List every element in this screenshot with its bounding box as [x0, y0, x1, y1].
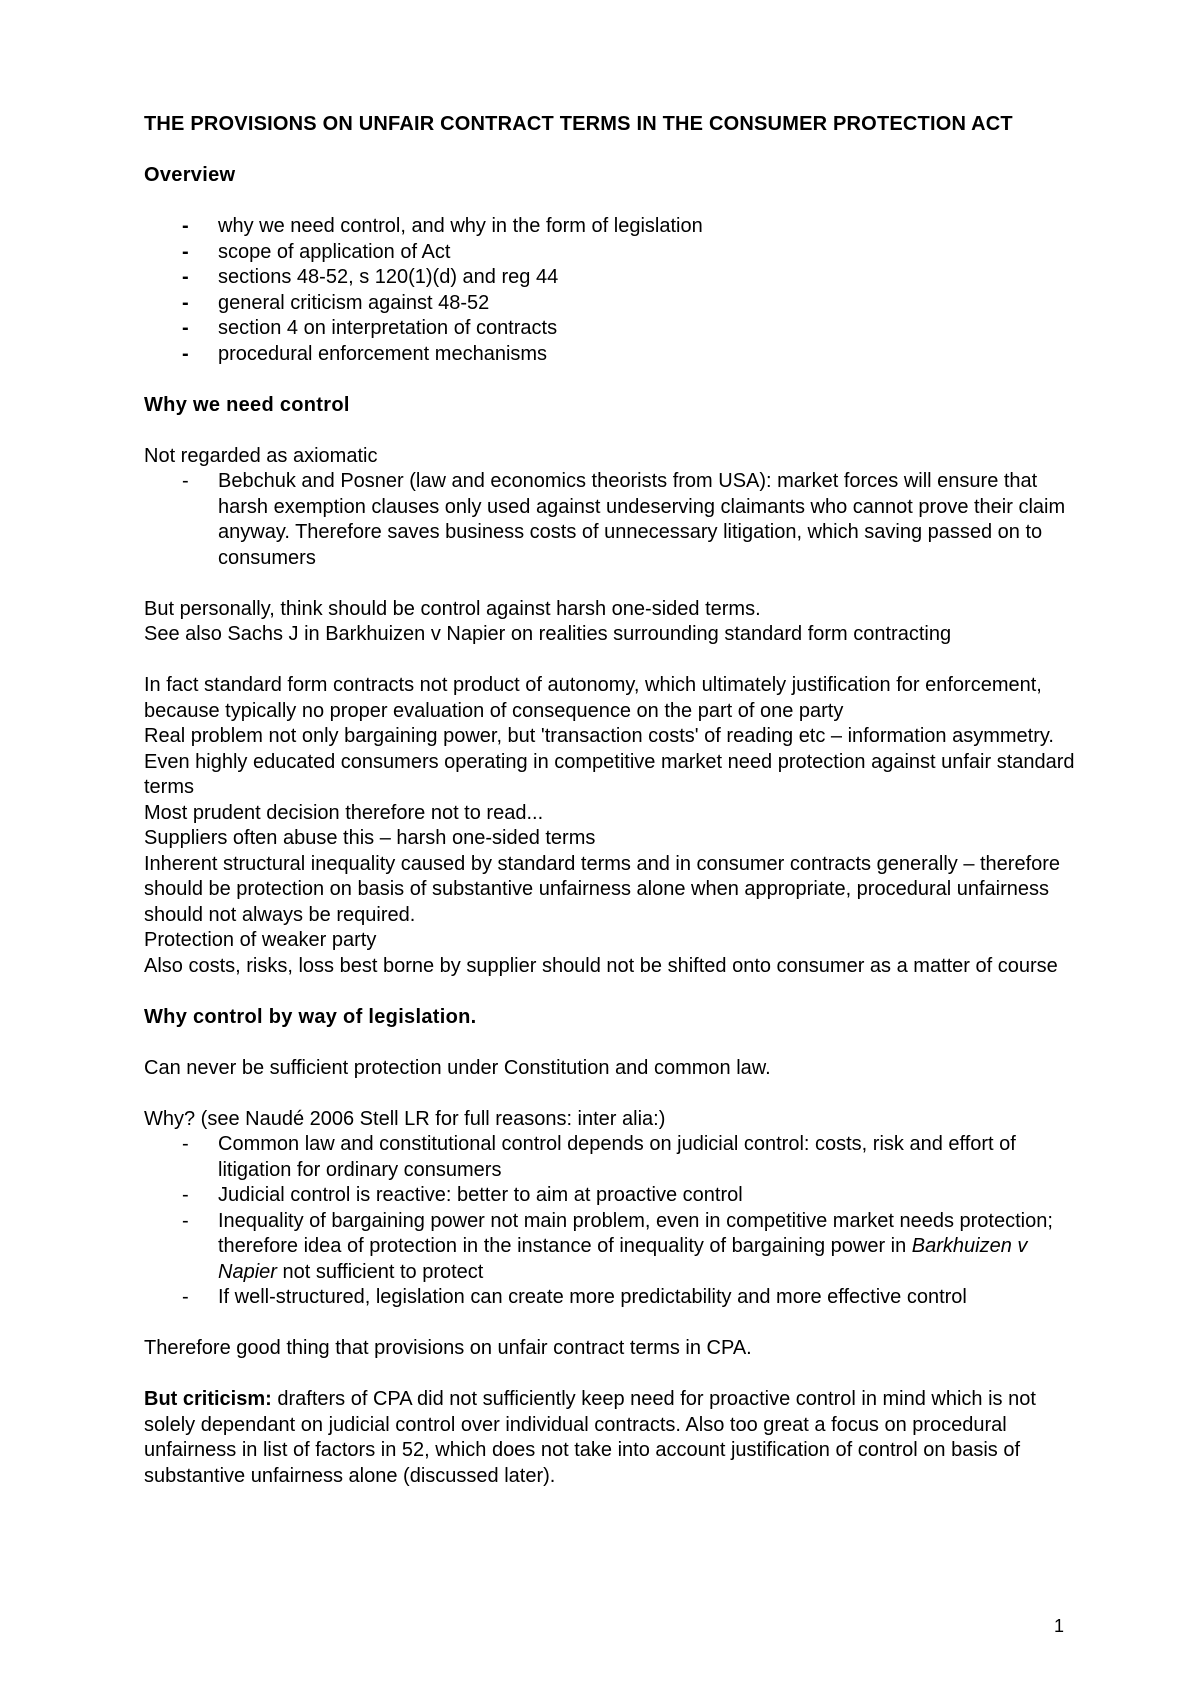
- paragraph: Suppliers often abuse this – harsh one-sided terms: [144, 827, 596, 849]
- why-control-list: [144, 469, 1084, 571]
- document-page: [144, 112, 1084, 1489]
- list-item: - sections 48-52, s 120(1)(d) and reg 44: [182, 266, 559, 288]
- criticism-paragraph: But criticism: drafters of CPA did not sufficiently keep need for proactive control in mind which is not solely dependant on judicial control over individual contracts. Also too great a focus on procedural unfairness in list of factors in 52, which does not take into account justification of control on basis of substantive unfairness alone (discussed later).: [144, 1388, 1036, 1487]
- paragraph: Protection of weaker party: [144, 929, 377, 951]
- paragraph: Therefore good thing that provisions on unfair contract terms in CPA.: [144, 1337, 752, 1359]
- list-item: - scope of application of Act: [182, 240, 451, 263]
- overview-heading: Overview: [144, 164, 236, 186]
- list-item: - Judicial control is reactive: better to aim at proactive control: [182, 1184, 743, 1206]
- list-item: - Inequality of bargaining power not main problem, even in competitive market needs protection; therefore idea of protection in the instance of inequality of bargaining power in Barkhuizen v Napier not sufficient to protect: [182, 1209, 1053, 1283]
- list-item: - If well-structured, legislation can create more predictability and more effective control: [182, 1286, 967, 1308]
- list-item: - general criticism against 48-52: [182, 291, 490, 314]
- criticism-label: But criticism:: [144, 1388, 272, 1410]
- page-number: 1: [1054, 1616, 1065, 1636]
- paragraph: Real problem not only bargaining power, but 'transaction costs' of reading etc – information asymmetry. Even highly educated consumers operating in competitive market need protection against unfair standard terms: [144, 725, 1075, 798]
- case-name: Barkhuizen v Napier: [218, 1235, 1028, 1283]
- list-item: - section 4 on interpretation of contracts: [182, 317, 558, 339]
- why-control-heading: Why we need control: [144, 393, 350, 416]
- why-legislation-heading: Why control by way of legislation.: [144, 1005, 477, 1028]
- paragraph: See also Sachs J in Barkhuizen v Napier on realities surrounding standard form contracting: [144, 623, 952, 645]
- paragraph: Also costs, risks, loss best borne by supplier should not be shifted onto consumer as a matter of course: [144, 954, 1058, 977]
- paragraph: Why? (see Naudé 2006 Stell LR for full reasons: inter alia:): [144, 1107, 666, 1130]
- paragraph: But personally, think should be control against harsh one-sided terms.: [144, 597, 761, 620]
- document-title: THE PROVISIONS ON UNFAIR CONTRACT TERMS IN THE CONSUMER PROTECTION ACT: [144, 113, 1013, 135]
- paragraph: Not regarded as axiomatic: [144, 444, 378, 467]
- paragraph: Inherent structural inequality caused by standard terms and in consumer contracts generally – therefore should be protection on basis of substantive unfairness alone when appropriate, procedural unfairness should not always be required.: [144, 852, 1061, 926]
- paragraph: In fact standard form contracts not product of autonomy, which ultimately justification for enforcement, because typically no proper evaluation of consequence on the part of one party: [144, 674, 1042, 722]
- list-item: - Common law and constitutional control depends on judicial control: costs, risk and effort of litigation for ordinary consumers: [182, 1133, 1016, 1181]
- overview-list: [144, 214, 1084, 367]
- list-item: - why we need control, and why in the form of legislation: [182, 215, 703, 237]
- paragraph: Can never be sufficient protection under Constitution and common law.: [144, 1056, 771, 1079]
- why-legislation-list: [144, 1132, 1084, 1311]
- list-item: - procedural enforcement mechanisms: [182, 342, 548, 365]
- list-item: - Bebchuk and Posner (law and economics theorists from USA): market forces will ensure that harsh exemption clauses only used against undeserving claimants who cannot prove their claim anyway. Therefore saves business costs of unnecessary litigation, which saving passed on to consumers: [182, 470, 1066, 569]
- paragraph: Most prudent decision therefore not to read...: [144, 801, 544, 824]
